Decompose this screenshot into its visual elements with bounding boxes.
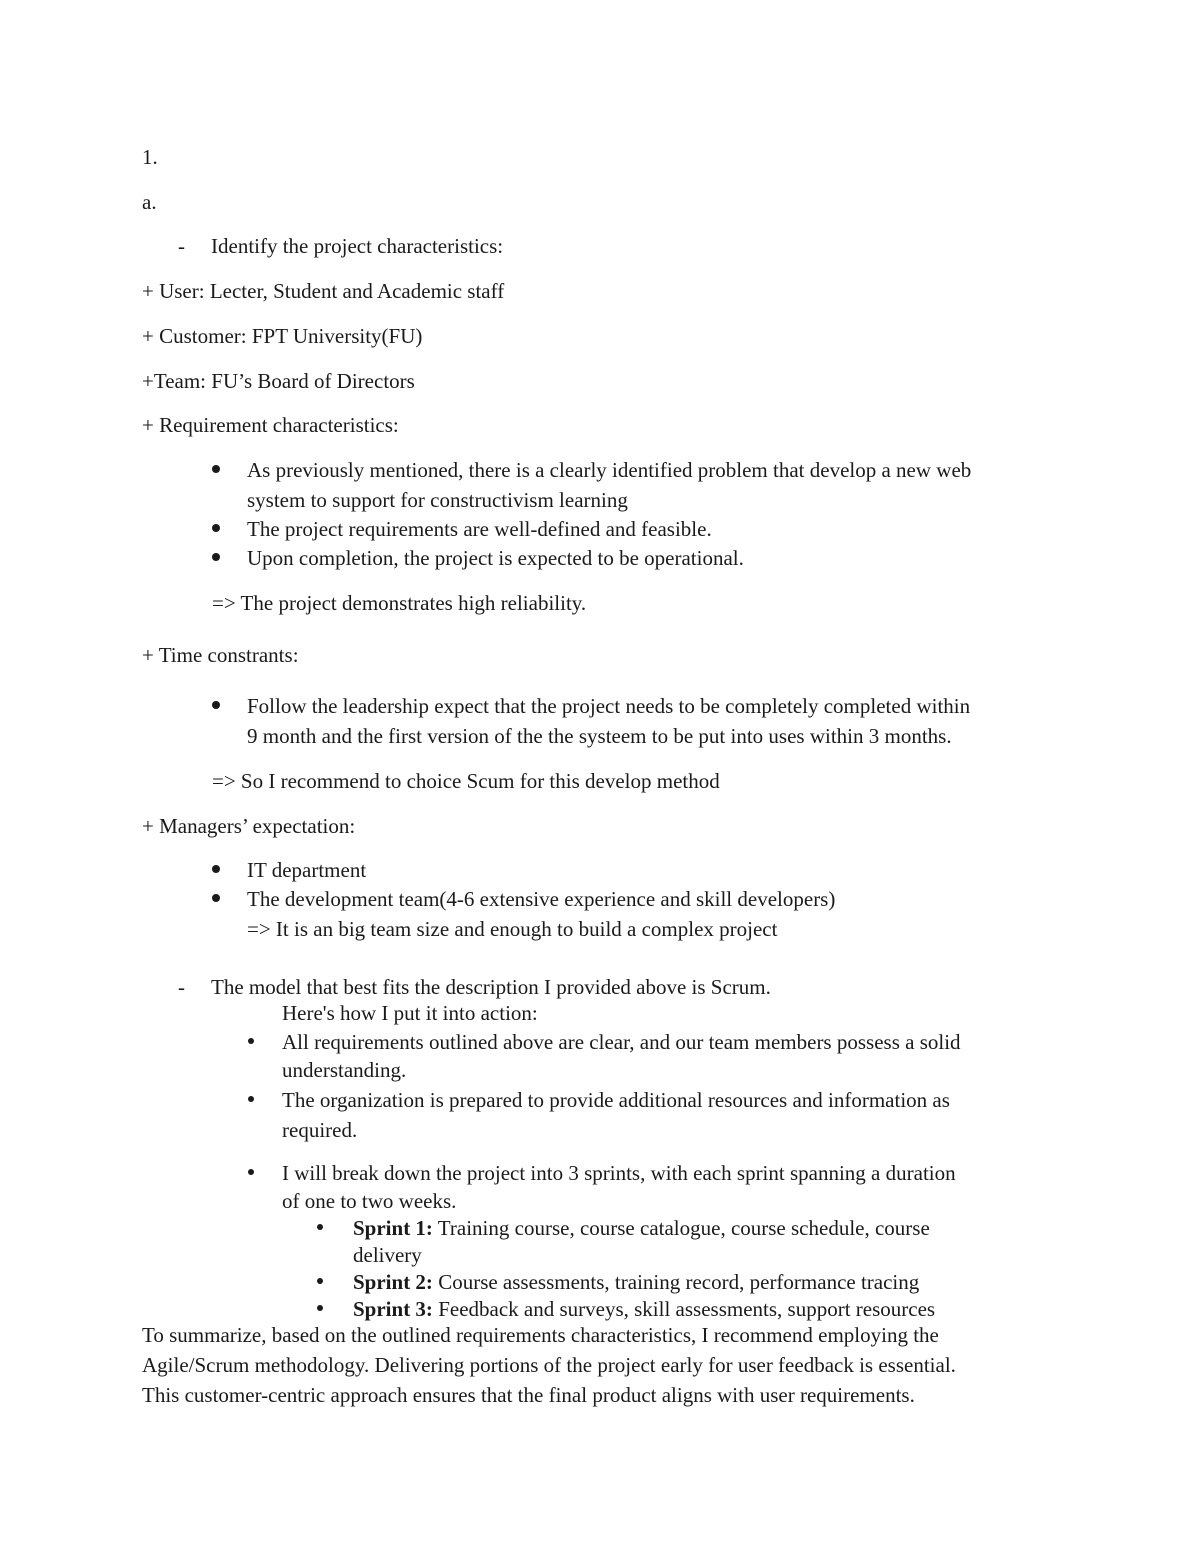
sprint-1-cont: delivery — [353, 1243, 422, 1267]
time-bullet-line-2: 9 month and the first version of the the systeem to be put into uses within 3 months. — [247, 724, 952, 748]
bullet-dot — [212, 865, 220, 873]
bullet-dot — [248, 1038, 254, 1044]
time-bullet-line-1: Follow the leadership expect that the project needs to be completely completed within — [247, 694, 971, 718]
bullet-dot — [248, 1096, 254, 1102]
action-bullet-2-line-2: required. — [282, 1118, 358, 1142]
scrum-recommend-line: => So I recommend to choice Scum for this develop method — [212, 769, 720, 793]
bullet-dot — [248, 1169, 254, 1175]
req-bullet-1-line-2: system to support for constructivism learning — [247, 488, 628, 512]
sprint-1 — [353, 1218, 930, 1239]
req-bullet-1-line-1: As previously mentioned, there is a clearly identified problem that develop a new web — [247, 458, 972, 482]
bullet-dot — [212, 894, 220, 902]
bullet-dot — [212, 701, 220, 709]
bullet-dot — [212, 524, 220, 532]
user-line: + User: Lecter, Student and Academic staff — [142, 279, 505, 303]
req-bullet-3: Upon completion, the project is expected to be operational. — [247, 546, 744, 570]
sprint-1-text: Training course, course catalogue, course schedule, course — [432, 1216, 930, 1240]
bullet-dot — [317, 1224, 323, 1230]
sprint-2-label: Sprint 2: — [353, 1270, 433, 1294]
action-bullet-3-line-2: of one to two weeks. — [282, 1189, 457, 1213]
dash-marker: - — [178, 975, 185, 999]
action-bullet-2-line-1: The organization is prepared to provide additional resources and information as — [282, 1088, 950, 1112]
reliability-line: => The project demonstrates high reliability. — [212, 591, 587, 615]
heading-number: 1. — [142, 145, 158, 169]
sprint-3-text: Feedback and surveys, skill assessments, support resources — [432, 1297, 936, 1321]
bullet-dot — [212, 553, 220, 561]
summary-line-2: Agile/Scrum methodology. Delivering portions of the project early for user feedback is essential. — [142, 1353, 956, 1377]
dash-marker: - — [178, 234, 185, 258]
managers-line: + Managers’ expectation: — [142, 814, 356, 838]
sub-label: a. — [142, 190, 157, 214]
action-bullet-3-line-1: I will break down the project into 3 sprints, with each sprint spanning a duration — [282, 1161, 956, 1185]
sprint-3 — [353, 1299, 935, 1320]
team-line: +Team: FU’s Board of Directors — [142, 369, 415, 393]
bullet-dot — [212, 465, 220, 473]
requirement-line: + Requirement characteristics: — [142, 413, 399, 437]
action-bullet-1-line-2: understanding. — [282, 1058, 407, 1082]
model-line: The model that best fits the description I provided above is Scrum. — [211, 975, 771, 999]
sprint-2-text: Course assessments, training record, performance tracing — [432, 1270, 920, 1294]
time-line: + Time constrants: — [142, 643, 299, 667]
sprint-2 — [353, 1272, 919, 1293]
action-line: Here's how I put it into action: — [282, 1001, 538, 1025]
team-size-line: => It is an big team size and enough to build a complex project — [247, 917, 778, 941]
sprint-3-label: Sprint 3: — [353, 1297, 433, 1321]
identify-line: Identify the project characteristics: — [211, 234, 504, 258]
manager-bullet-1: IT department — [247, 858, 367, 882]
bullet-dot — [317, 1305, 323, 1311]
req-bullet-2: The project requirements are well-defined and feasible. — [247, 517, 712, 541]
manager-bullet-2: The development team(4-6 extensive experience and skill developers) — [247, 887, 836, 911]
bullet-dot — [317, 1278, 323, 1284]
sprint-1-label: Sprint 1: — [353, 1216, 433, 1240]
summary-line-3: This customer-centric approach ensures that the final product aligns with user requirements. — [142, 1383, 915, 1407]
action-bullet-1-line-1: All requirements outlined above are clear, and our team members possess a solid — [282, 1030, 961, 1054]
summary-line-1: To summarize, based on the outlined requirements characteristics, I recommend employing the — [142, 1323, 939, 1347]
customer-line: + Customer: FPT University(FU) — [142, 324, 423, 348]
